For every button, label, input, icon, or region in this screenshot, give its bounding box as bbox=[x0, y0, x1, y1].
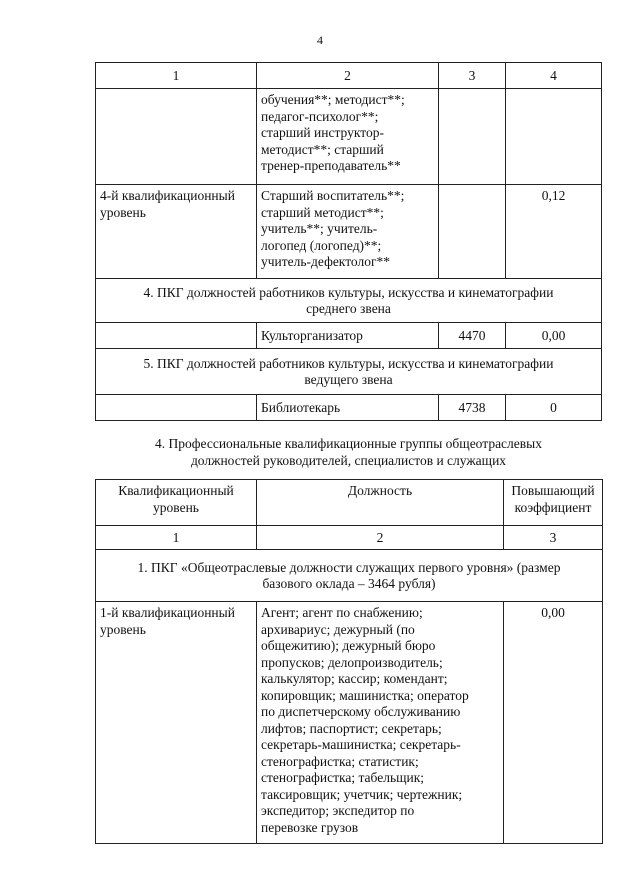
text-line: таксировщик; учетчик; чертежник; bbox=[261, 786, 463, 802]
salary-value: 4738 bbox=[439, 395, 506, 421]
text-line: среднего звена bbox=[306, 301, 391, 316]
qualification-level bbox=[96, 185, 257, 279]
position-name: Культорганизатор bbox=[257, 323, 439, 349]
coefficient-value: 0,12 bbox=[506, 185, 602, 279]
text-line: педагог-психолог**; bbox=[261, 108, 379, 124]
text-line: учитель**; учитель- bbox=[261, 221, 378, 236]
salary-table-continued bbox=[95, 62, 602, 421]
text-line: ведущего звена bbox=[304, 372, 393, 387]
text-line: старший инструктор- bbox=[261, 125, 384, 140]
column-number: 1 bbox=[96, 526, 257, 550]
group-heading bbox=[96, 550, 603, 602]
text-line: уровень bbox=[100, 204, 146, 220]
coefficient-value: 0 bbox=[506, 395, 602, 421]
text-line: 5. ПКГ должностей работников культуры, искусства и кинематографии bbox=[143, 355, 554, 371]
section-row bbox=[96, 279, 602, 323]
text-line: 4. ПКГ должностей работников культуры, искусства и кинематографии bbox=[143, 284, 554, 300]
position-name: Библиотекарь bbox=[257, 395, 439, 421]
text-line: секретарь-машинистка; секретарь- bbox=[261, 737, 461, 752]
text-line: общежитию); дежурный бюро bbox=[261, 638, 436, 653]
section-heading bbox=[96, 279, 602, 323]
text-line: методист**; старший bbox=[261, 141, 384, 157]
text-line: 1. ПКГ «Общеотраслевые должности служащих первого уровня» (размер bbox=[137, 559, 561, 575]
text-line: калькулятор; кассир; комендант; bbox=[261, 671, 448, 686]
qualification-level bbox=[96, 602, 257, 844]
section-row bbox=[96, 349, 602, 395]
text-line: учитель-дефектолог** bbox=[261, 254, 391, 269]
text-line: старший методист**; bbox=[261, 204, 384, 220]
table-header-row bbox=[96, 480, 603, 526]
table-cell bbox=[506, 89, 602, 185]
text-line: Повышающий bbox=[511, 483, 595, 498]
position-list bbox=[257, 89, 439, 185]
text-line: стенографистка; табельщик; bbox=[261, 770, 425, 785]
section-heading bbox=[96, 349, 602, 395]
table-cell bbox=[96, 89, 257, 185]
table-row bbox=[96, 185, 602, 279]
text-line: обучения**; методист**; bbox=[261, 92, 405, 107]
text-line: 1-й квалификационный bbox=[100, 605, 235, 620]
table-row bbox=[96, 395, 602, 421]
table-cell bbox=[96, 395, 257, 421]
header-col-3: 3 bbox=[439, 63, 506, 89]
table-row bbox=[96, 323, 602, 349]
column-number: 3 bbox=[504, 526, 603, 550]
table-cell bbox=[96, 323, 257, 349]
text-line: должностей руководителей, специалистов и служащих bbox=[190, 453, 507, 468]
table-row bbox=[96, 602, 603, 844]
text-line: Агент; агент по снабжению; bbox=[261, 605, 423, 620]
text-line: тренер-преподаватель** bbox=[261, 158, 401, 173]
text-line: логопед (логопед)**; bbox=[261, 237, 382, 253]
table-cell bbox=[439, 89, 506, 185]
header-col-4: 4 bbox=[506, 63, 602, 89]
header-coefficient bbox=[504, 480, 603, 526]
header-qualification-level bbox=[96, 480, 257, 526]
text-line: пропусков; делопроизводитель; bbox=[261, 654, 443, 670]
position-list bbox=[257, 185, 439, 279]
text-line: стенографистка; статистик; bbox=[261, 753, 419, 769]
page-number: 4 bbox=[317, 33, 323, 47]
table-header-row bbox=[96, 63, 602, 89]
header-col-1: 1 bbox=[96, 63, 257, 89]
header-col-2: 2 bbox=[257, 63, 439, 89]
text-line: архивариус; дежурный (по bbox=[261, 621, 415, 637]
text-line: копировщик; машинистка; оператор bbox=[261, 687, 469, 703]
salary-value: 4470 bbox=[439, 323, 506, 349]
text-line: перевозке грузов bbox=[261, 819, 359, 835]
text-line: экспедитор; экспедитор по bbox=[261, 803, 415, 818]
text-line: лифтов; паспортист; секретарь; bbox=[261, 720, 442, 736]
position-list bbox=[257, 602, 504, 844]
text-line: 4-й квалификационный bbox=[100, 188, 235, 203]
coefficient-value: 0,00 bbox=[506, 323, 602, 349]
text-line: коэффициент bbox=[514, 499, 592, 515]
text-line: базового оклада – 3464 рубля) bbox=[262, 576, 436, 591]
coefficient-value: 0,00 bbox=[504, 602, 603, 844]
table-cell bbox=[439, 185, 506, 279]
section-row bbox=[96, 550, 603, 602]
text-line: уровень bbox=[153, 499, 199, 515]
text-line: 4. Профессиональные квалификационные группы общеотраслевых bbox=[155, 436, 542, 451]
qualification-groups-table bbox=[95, 479, 603, 844]
section-title bbox=[95, 435, 602, 469]
header-position: Должность bbox=[257, 480, 504, 526]
column-number: 2 bbox=[257, 526, 504, 550]
text-line: Квалификационный bbox=[118, 483, 234, 498]
text-line: по диспетчерскому обслуживанию bbox=[261, 704, 461, 719]
table-number-row bbox=[96, 526, 603, 550]
table-row bbox=[96, 89, 602, 185]
text-line: уровень bbox=[100, 621, 146, 637]
text-line: Старший воспитатель**; bbox=[261, 188, 405, 203]
